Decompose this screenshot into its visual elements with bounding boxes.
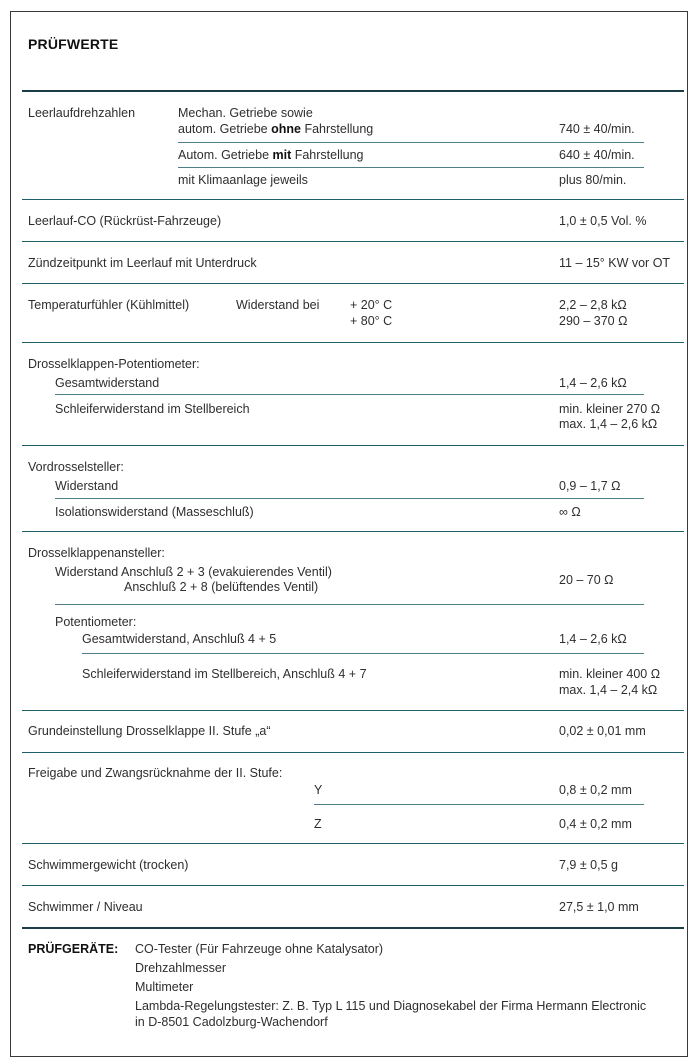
vd-w-value: 0,9 – 1,7 Ω <box>559 479 621 493</box>
freigabe-label: Freigabe und Zwangsrücknahme der II. Stufe: <box>28 766 283 780</box>
dka-schl-v2: max. 1,4 – 2,4 kΩ <box>559 683 658 697</box>
pg-item: Drehzahlmesser <box>135 961 227 975</box>
section-rule <box>22 199 684 200</box>
row-rule <box>55 604 644 605</box>
temp-v2: 290 – 370 Ω <box>559 314 628 328</box>
leerlauf-c1-line2: autom. Getriebe ohne Fahrstellung <box>178 122 374 136</box>
row-rule <box>178 167 644 168</box>
dka-ges-value: 1,4 – 2,6 kΩ <box>559 632 627 646</box>
pg-item: Lambda-Regelungstester: Z. B. Typ L 115 und Diagnosekabel der Firma Hermann Electronic <box>135 999 647 1013</box>
grund-label: Grundeinstellung Drosselklappe II. Stufe „a“ <box>28 724 271 738</box>
sn-value: 27,5 ± 1,0 mm <box>559 900 639 914</box>
dp-ges-value: 1,4 – 2,6 kΩ <box>559 376 627 390</box>
leerlauf-c1-line1: Mechan. Getriebe sowie <box>178 106 313 120</box>
leerlauf-c1-value: 740 ± 40/min. <box>559 122 635 136</box>
dka-label: Drosselklappenansteller: <box>28 546 165 560</box>
pg-label: PRÜFGERÄTE: <box>28 942 119 956</box>
section-rule <box>22 843 684 844</box>
dp-schl-v2: max. 1,4 – 2,6 kΩ <box>559 417 658 431</box>
leerlauf-label: Leerlaufdrehzahlen <box>28 106 136 120</box>
section-rule <box>22 445 684 446</box>
section-rule <box>22 283 684 284</box>
leerlauf-c2-text: Autom. Getriebe mit Fahrstellung <box>178 148 364 162</box>
co-value: 1,0 ± 0,5 Vol. % <box>559 214 647 228</box>
dka-schl-label: Schleiferwiderstand im Stellbereich, Anschluß 4 + 7 <box>82 667 367 681</box>
pg-item: Multimeter <box>135 980 194 994</box>
vd-w-label: Widerstand <box>55 479 119 493</box>
vd-iso-value: ∞ Ω <box>559 505 581 519</box>
section-rule <box>22 241 684 242</box>
temp-v1: 2,2 – 2,8 kΩ <box>559 298 627 312</box>
freigabe-z-value: 0,4 ± 0,2 mm <box>559 817 632 831</box>
co-label: Leerlauf-CO (Rückrüst-Fahrzeuge) <box>28 214 222 228</box>
pg-item: in D-8501 Cadolzburg-Wachendorf <box>135 1015 328 1029</box>
section-rule <box>22 342 684 343</box>
freigabe-z-label: Z <box>314 817 322 831</box>
dp-schl-v1: min. kleiner 270 Ω <box>559 402 661 416</box>
vd-label: Vordrosselsteller: <box>28 460 124 474</box>
row-rule <box>55 498 644 499</box>
row-rule <box>82 653 644 654</box>
dp-schl-label: Schleiferwiderstand im Stellbereich <box>55 402 250 416</box>
document-page <box>10 11 688 1057</box>
zuend-value: 11 – 15° KW vor OT <box>559 256 671 270</box>
section-rule <box>22 752 684 753</box>
dp-label: Drosselklappen-Potentiometer: <box>28 357 200 371</box>
dp-ges-label: Gesamtwiderstand <box>55 376 160 390</box>
pg-item: CO-Tester (Für Fahrzeuge ohne Katalysator) <box>135 942 384 956</box>
row-rule <box>55 394 644 395</box>
dka-schl-v1: min. kleiner 400 Ω <box>559 667 661 681</box>
leerlauf-c3-value: plus 80/min. <box>559 173 627 187</box>
section-rule <box>22 885 684 886</box>
freigabe-y-value: 0,8 ± 0,2 mm <box>559 783 632 797</box>
temp-t1: + 20° C <box>350 298 393 312</box>
sg-value: 7,9 ± 0,5 g <box>559 858 618 872</box>
dka-ges-label: Gesamtwiderstand, Anschluß 4 + 5 <box>82 632 277 646</box>
temp-label: Temperaturfühler (Kühlmittel) <box>28 298 190 312</box>
freigabe-y-label: Y <box>314 783 323 797</box>
grund-value: 0,02 ± 0,01 mm <box>559 724 646 738</box>
dka-w-value: 20 – 70 Ω <box>559 573 614 587</box>
page-title: PRÜFWERTE <box>28 36 119 52</box>
dka-poti-label: Potentiometer: <box>55 615 137 629</box>
dka-w2: Anschluß 2 + 8 (belüftendes Ventil) <box>124 580 319 594</box>
leerlauf-c2-value: 640 ± 40/min. <box>559 148 635 162</box>
section-rule <box>22 927 684 929</box>
sg-label: Schwimmergewicht (trocken) <box>28 858 189 872</box>
dka-w1: Widerstand Anschluß 2 + 3 (evakuierendes Ventil) <box>55 565 332 579</box>
row-rule <box>314 804 644 805</box>
section-rule <box>22 531 684 532</box>
section-rule <box>22 710 684 711</box>
leerlauf-c3-text: mit Klimaanlage jeweils <box>178 173 308 187</box>
vd-iso-label: Isolationswiderstand (Masseschluß) <box>55 505 254 519</box>
row-rule <box>178 142 644 143</box>
zuend-label: Zündzeitpunkt im Leerlauf mit Unterdruck <box>28 256 257 270</box>
temp-sub: Widerstand bei <box>236 298 320 312</box>
sn-label: Schwimmer / Niveau <box>28 900 143 914</box>
temp-t2: + 80° C <box>350 314 393 328</box>
title-rule <box>22 90 684 92</box>
